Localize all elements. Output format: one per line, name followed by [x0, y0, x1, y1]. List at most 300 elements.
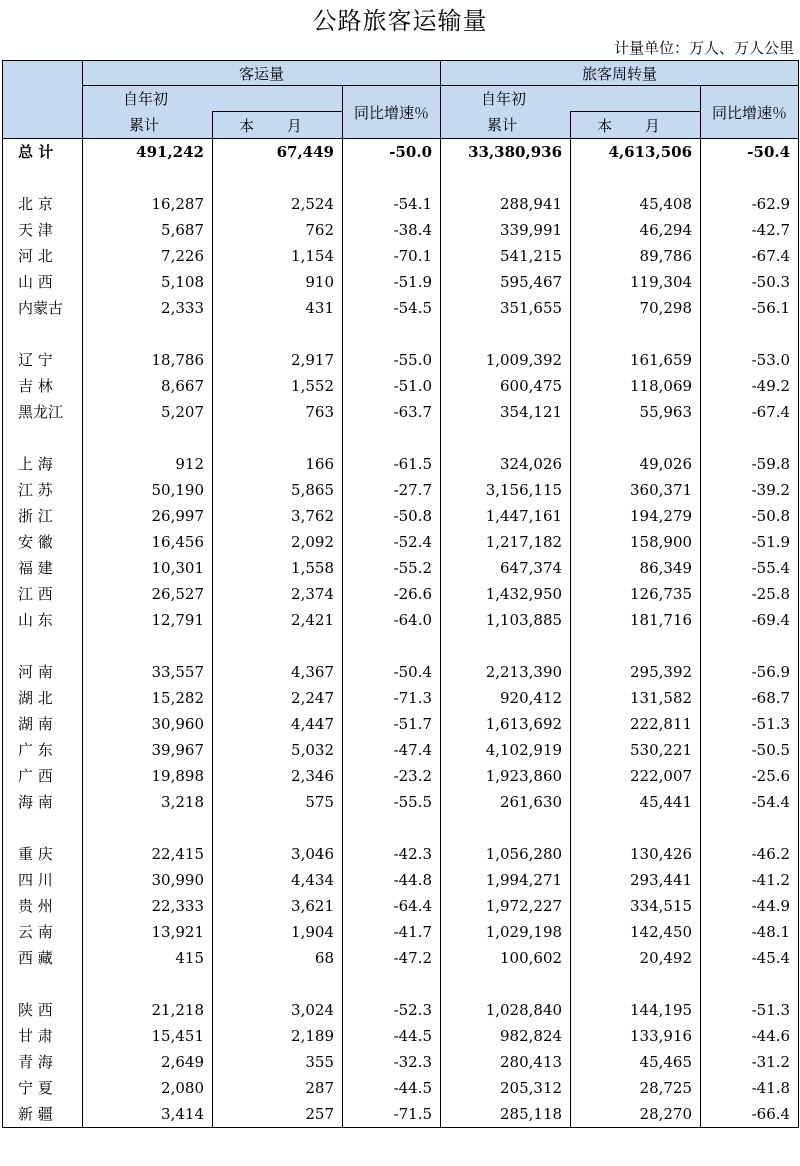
- region-name: 辽 宁: [3, 347, 83, 373]
- table-row: [3, 503, 799, 529]
- turnover-yoy-cell: -42.7: [701, 217, 799, 243]
- table-row: [3, 789, 799, 815]
- volume-ytd-cell: 2,333: [83, 295, 213, 321]
- volume-month-cell: 1,904: [213, 919, 343, 945]
- region-name: 江 西: [3, 581, 83, 607]
- volume-yoy-cell: -63.7: [343, 399, 441, 425]
- turnover-yoy-cell: -59.8: [701, 451, 799, 477]
- volume-yoy-cell: -23.2: [343, 763, 441, 789]
- spacer-cell: [441, 165, 571, 191]
- volume-month-cell: 4,367: [213, 659, 343, 685]
- turnover-month-cell: 130,426: [571, 841, 701, 867]
- table-row: [3, 893, 799, 919]
- table-row: [3, 555, 799, 581]
- turnover-ytd-cell: 1,613,692: [441, 711, 571, 737]
- turnover-month-cell: 20,492: [571, 945, 701, 971]
- turnover-month-cell: 293,441: [571, 867, 701, 893]
- turnover-yoy-cell: -44.6: [701, 1023, 799, 1049]
- turnover-month-cell: 158,900: [571, 529, 701, 555]
- header-volume-ytd: 自年初: [83, 86, 343, 112]
- turnover-ytd-cell: 1,447,161: [441, 503, 571, 529]
- header-turnover-yoy: 同比增速％: [701, 86, 799, 139]
- volume-yoy-cell: -41.7: [343, 919, 441, 945]
- volume-ytd-cell: 912: [83, 451, 213, 477]
- volume-yoy-cell: -70.1: [343, 243, 441, 269]
- region-name: 上 海: [3, 451, 83, 477]
- table-row: [3, 711, 799, 737]
- volume-yoy-cell: -54.1: [343, 191, 441, 217]
- volume-month-cell: 762: [213, 217, 343, 243]
- turnover-month-cell: 334,515: [571, 893, 701, 919]
- region-name: 贵 州: [3, 893, 83, 919]
- volume-yoy-cell: -42.3: [343, 841, 441, 867]
- volume-yoy-cell: -54.5: [343, 295, 441, 321]
- turnover-month-cell: 70,298: [571, 295, 701, 321]
- volume-month-cell: 3,024: [213, 997, 343, 1023]
- spacer-cell: [571, 165, 701, 191]
- volume-month-cell: 166: [213, 451, 343, 477]
- spacer-cell: [571, 971, 701, 997]
- total-volume-ytd: 491,242: [83, 139, 213, 166]
- region-name: 天 津: [3, 217, 83, 243]
- volume-yoy-cell: -61.5: [343, 451, 441, 477]
- table-row: [3, 295, 799, 321]
- region-name: 山 东: [3, 607, 83, 633]
- spacer-cell: [343, 815, 441, 841]
- volume-yoy-cell: -51.0: [343, 373, 441, 399]
- spacer-cell: [701, 971, 799, 997]
- spacer-cell: [571, 321, 701, 347]
- region-name: 重 庆: [3, 841, 83, 867]
- spacer-cell: [83, 165, 213, 191]
- volume-yoy-cell: -52.3: [343, 997, 441, 1023]
- spacer-cell: [343, 633, 441, 659]
- volume-yoy-cell: -71.3: [343, 685, 441, 711]
- spacer-cell: [441, 815, 571, 841]
- total-row: [3, 139, 799, 166]
- turnover-yoy-cell: -62.9: [701, 191, 799, 217]
- turnover-month-cell: 144,195: [571, 997, 701, 1023]
- turnover-month-cell: 530,221: [571, 737, 701, 763]
- volume-month-cell: 2,917: [213, 347, 343, 373]
- region-name: 内蒙古: [3, 295, 83, 321]
- spacer-cell: [571, 425, 701, 451]
- turnover-ytd-cell: 600,475: [441, 373, 571, 399]
- volume-yoy-cell: -52.4: [343, 529, 441, 555]
- region-name: 福 建: [3, 555, 83, 581]
- turnover-month-cell: 45,465: [571, 1049, 701, 1075]
- volume-ytd-cell: 2,649: [83, 1049, 213, 1075]
- volume-ytd-cell: 3,218: [83, 789, 213, 815]
- turnover-month-cell: 28,270: [571, 1101, 701, 1128]
- table-row: [3, 347, 799, 373]
- region-name: 海 南: [3, 789, 83, 815]
- volume-month-cell: 2,092: [213, 529, 343, 555]
- header-passenger-volume: 客运量: [83, 61, 441, 86]
- spacer-cell: [343, 425, 441, 451]
- volume-month-cell: 1,558: [213, 555, 343, 581]
- volume-month-cell: 287: [213, 1075, 343, 1101]
- spacer-cell: [3, 425, 83, 451]
- turnover-yoy-cell: -56.1: [701, 295, 799, 321]
- turnover-yoy-cell: -50.3: [701, 269, 799, 295]
- turnover-ytd-cell: 100,602: [441, 945, 571, 971]
- turnover-yoy-cell: -44.9: [701, 893, 799, 919]
- volume-ytd-cell: 5,108: [83, 269, 213, 295]
- volume-month-cell: 5,865: [213, 477, 343, 503]
- volume-yoy-cell: -64.4: [343, 893, 441, 919]
- table-row: [3, 477, 799, 503]
- spacer-cell: [213, 633, 343, 659]
- spacer-cell: [213, 815, 343, 841]
- table-row: [3, 1075, 799, 1101]
- turnover-ytd-cell: 1,217,182: [441, 529, 571, 555]
- turnover-month-cell: 49,026: [571, 451, 701, 477]
- table-row: [3, 529, 799, 555]
- turnover-month-cell: 295,392: [571, 659, 701, 685]
- volume-ytd-cell: 15,451: [83, 1023, 213, 1049]
- table-row: [3, 867, 799, 893]
- spacer-cell: [83, 425, 213, 451]
- spacer-cell: [3, 815, 83, 841]
- volume-month-cell: 575: [213, 789, 343, 815]
- volume-ytd-cell: 15,282: [83, 685, 213, 711]
- volume-month-cell: 2,247: [213, 685, 343, 711]
- volume-ytd-cell: 8,667: [83, 373, 213, 399]
- spacer-cell: [701, 425, 799, 451]
- spacer-cell: [3, 165, 83, 191]
- volume-ytd-cell: 21,218: [83, 997, 213, 1023]
- volume-month-cell: 2,189: [213, 1023, 343, 1049]
- turnover-month-cell: 161,659: [571, 347, 701, 373]
- turnover-yoy-cell: -51.3: [701, 997, 799, 1023]
- turnover-yoy-cell: -67.4: [701, 399, 799, 425]
- turnover-month-cell: 55,963: [571, 399, 701, 425]
- volume-month-cell: 355: [213, 1049, 343, 1075]
- volume-ytd-cell: 19,898: [83, 763, 213, 789]
- region-name: 河 北: [3, 243, 83, 269]
- turnover-ytd-cell: 1,029,198: [441, 919, 571, 945]
- region-name: 宁 夏: [3, 1075, 83, 1101]
- turnover-yoy-cell: -51.3: [701, 711, 799, 737]
- turnover-ytd-cell: 1,972,227: [441, 893, 571, 919]
- turnover-ytd-cell: 3,156,115: [441, 477, 571, 503]
- region-name: 甘 肃: [3, 1023, 83, 1049]
- turnover-ytd-cell: 1,923,860: [441, 763, 571, 789]
- region-name: 浙 江: [3, 503, 83, 529]
- header-volume-month: 本 月: [213, 112, 343, 139]
- volume-ytd-cell: 39,967: [83, 737, 213, 763]
- turnover-yoy-cell: -69.4: [701, 607, 799, 633]
- turnover-ytd-cell: 354,121: [441, 399, 571, 425]
- turnover-yoy-cell: -55.4: [701, 555, 799, 581]
- turnover-yoy-cell: -46.2: [701, 841, 799, 867]
- volume-ytd-cell: 2,080: [83, 1075, 213, 1101]
- spacer-cell: [343, 971, 441, 997]
- turnover-yoy-cell: -51.9: [701, 529, 799, 555]
- turnover-ytd-cell: 261,630: [441, 789, 571, 815]
- turnover-ytd-cell: 2,213,390: [441, 659, 571, 685]
- table-row: [3, 659, 799, 685]
- turnover-yoy-cell: -50.8: [701, 503, 799, 529]
- turnover-yoy-cell: -50.5: [701, 737, 799, 763]
- total-turnover-ytd: 33,380,936: [441, 139, 571, 166]
- turnover-month-cell: 360,371: [571, 477, 701, 503]
- turnover-month-cell: 45,441: [571, 789, 701, 815]
- turnover-month-cell: 119,304: [571, 269, 701, 295]
- spacer-row: [3, 165, 799, 191]
- total-volume-month: 67,449: [213, 139, 343, 166]
- volume-yoy-cell: -27.7: [343, 477, 441, 503]
- turnover-month-cell: 133,916: [571, 1023, 701, 1049]
- table-row: [3, 685, 799, 711]
- volume-yoy-cell: -55.2: [343, 555, 441, 581]
- volume-ytd-cell: 22,333: [83, 893, 213, 919]
- volume-ytd-cell: 33,557: [83, 659, 213, 685]
- spacer-row: [3, 321, 799, 347]
- volume-ytd-cell: 5,207: [83, 399, 213, 425]
- spacer-cell: [571, 633, 701, 659]
- volume-yoy-cell: -38.4: [343, 217, 441, 243]
- header-volume-cumulative: 累计: [83, 112, 213, 139]
- turnover-ytd-cell: 1,009,392: [441, 347, 571, 373]
- turnover-yoy-cell: -39.2: [701, 477, 799, 503]
- region-name: 西 藏: [3, 945, 83, 971]
- table-row: [3, 1049, 799, 1075]
- spacer-cell: [701, 165, 799, 191]
- turnover-ytd-cell: 541,215: [441, 243, 571, 269]
- spacer-cell: [83, 321, 213, 347]
- volume-ytd-cell: 16,287: [83, 191, 213, 217]
- spacer-row: [3, 425, 799, 451]
- volume-yoy-cell: -44.5: [343, 1075, 441, 1101]
- header-turnover-ytd: 自年初: [441, 86, 701, 112]
- volume-ytd-cell: 22,415: [83, 841, 213, 867]
- volume-yoy-cell: -71.5: [343, 1101, 441, 1128]
- volume-month-cell: 2,374: [213, 581, 343, 607]
- volume-yoy-cell: -32.3: [343, 1049, 441, 1075]
- volume-month-cell: 68: [213, 945, 343, 971]
- volume-yoy-cell: -55.0: [343, 347, 441, 373]
- turnover-month-cell: 181,716: [571, 607, 701, 633]
- spacer-cell: [213, 165, 343, 191]
- volume-month-cell: 1,552: [213, 373, 343, 399]
- spacer-cell: [213, 971, 343, 997]
- turnover-month-cell: 118,069: [571, 373, 701, 399]
- volume-month-cell: 910: [213, 269, 343, 295]
- turnover-month-cell: 194,279: [571, 503, 701, 529]
- table-row: [3, 607, 799, 633]
- region-name: 吉 林: [3, 373, 83, 399]
- turnover-yoy-cell: -54.4: [701, 789, 799, 815]
- total-volume-yoy: -50.0: [343, 139, 441, 166]
- spacer-cell: [701, 321, 799, 347]
- spacer-cell: [701, 815, 799, 841]
- table-row: [3, 997, 799, 1023]
- turnover-yoy-cell: -49.2: [701, 373, 799, 399]
- passenger-transport-table: [2, 60, 799, 1128]
- turnover-ytd-cell: 982,824: [441, 1023, 571, 1049]
- spacer-cell: [83, 815, 213, 841]
- turnover-month-cell: 46,294: [571, 217, 701, 243]
- volume-ytd-cell: 30,960: [83, 711, 213, 737]
- turnover-month-cell: 131,582: [571, 685, 701, 711]
- turnover-yoy-cell: -53.0: [701, 347, 799, 373]
- spacer-cell: [83, 971, 213, 997]
- turnover-month-cell: 126,735: [571, 581, 701, 607]
- table-row: [3, 737, 799, 763]
- turnover-ytd-cell: 647,374: [441, 555, 571, 581]
- volume-ytd-cell: 30,990: [83, 867, 213, 893]
- table-row: [3, 217, 799, 243]
- spacer-cell: [441, 321, 571, 347]
- volume-month-cell: 431: [213, 295, 343, 321]
- spacer-cell: [441, 971, 571, 997]
- volume-ytd-cell: 7,226: [83, 243, 213, 269]
- table-body: [3, 139, 799, 1128]
- region-name: 安 徽: [3, 529, 83, 555]
- turnover-yoy-cell: -66.4: [701, 1101, 799, 1128]
- spacer-cell: [441, 425, 571, 451]
- total-turnover-month: 4,613,506: [571, 139, 701, 166]
- spacer-cell: [213, 425, 343, 451]
- table-row: [3, 919, 799, 945]
- volume-yoy-cell: -47.2: [343, 945, 441, 971]
- region-name: 河 南: [3, 659, 83, 685]
- turnover-ytd-cell: 280,413: [441, 1049, 571, 1075]
- region-name: 青 海: [3, 1049, 83, 1075]
- volume-month-cell: 1,154: [213, 243, 343, 269]
- volume-yoy-cell: -64.0: [343, 607, 441, 633]
- table-header: [3, 61, 799, 139]
- volume-yoy-cell: -26.6: [343, 581, 441, 607]
- volume-ytd-cell: 13,921: [83, 919, 213, 945]
- turnover-yoy-cell: -31.2: [701, 1049, 799, 1075]
- turnover-month-cell: 142,450: [571, 919, 701, 945]
- volume-month-cell: 3,762: [213, 503, 343, 529]
- spacer-cell: [571, 815, 701, 841]
- spacer-cell: [83, 633, 213, 659]
- turnover-ytd-cell: 1,056,280: [441, 841, 571, 867]
- volume-ytd-cell: 50,190: [83, 477, 213, 503]
- spacer-row: [3, 815, 799, 841]
- turnover-yoy-cell: -25.8: [701, 581, 799, 607]
- page-title: 公路旅客运输量: [312, 7, 488, 35]
- total-turnover-yoy: -50.4: [701, 139, 799, 166]
- volume-ytd-cell: 18,786: [83, 347, 213, 373]
- table-row: [3, 763, 799, 789]
- header-volume-yoy: 同比增速％: [343, 86, 441, 139]
- turnover-yoy-cell: -45.4: [701, 945, 799, 971]
- table-row: [3, 841, 799, 867]
- table-row: [3, 451, 799, 477]
- turnover-month-cell: 89,786: [571, 243, 701, 269]
- table-row: [3, 373, 799, 399]
- table-row: [3, 399, 799, 425]
- turnover-ytd-cell: 1,103,885: [441, 607, 571, 633]
- volume-month-cell: 4,434: [213, 867, 343, 893]
- volume-ytd-cell: 10,301: [83, 555, 213, 581]
- volume-ytd-cell: 415: [83, 945, 213, 971]
- spacer-cell: [441, 633, 571, 659]
- volume-yoy-cell: -51.9: [343, 269, 441, 295]
- volume-ytd-cell: 16,456: [83, 529, 213, 555]
- volume-ytd-cell: 5,687: [83, 217, 213, 243]
- volume-month-cell: 2,346: [213, 763, 343, 789]
- spacer-cell: [3, 321, 83, 347]
- turnover-month-cell: 45,408: [571, 191, 701, 217]
- volume-ytd-cell: 26,997: [83, 503, 213, 529]
- volume-month-cell: 3,046: [213, 841, 343, 867]
- table-row: [3, 581, 799, 607]
- volume-ytd-cell: 26,527: [83, 581, 213, 607]
- volume-ytd-cell: 12,791: [83, 607, 213, 633]
- turnover-month-cell: 28,725: [571, 1075, 701, 1101]
- volume-month-cell: 2,524: [213, 191, 343, 217]
- region-name: 陕 西: [3, 997, 83, 1023]
- turnover-month-cell: 222,007: [571, 763, 701, 789]
- region-name: 四 川: [3, 867, 83, 893]
- header-region-cell: [3, 61, 83, 139]
- table-row: [3, 945, 799, 971]
- turnover-yoy-cell: -41.2: [701, 867, 799, 893]
- spacer-cell: [3, 971, 83, 997]
- volume-month-cell: 5,032: [213, 737, 343, 763]
- region-name: 北 京: [3, 191, 83, 217]
- volume-yoy-cell: -44.5: [343, 1023, 441, 1049]
- volume-yoy-cell: -55.5: [343, 789, 441, 815]
- turnover-yoy-cell: -67.4: [701, 243, 799, 269]
- region-name: 广 东: [3, 737, 83, 763]
- turnover-ytd-cell: 4,102,919: [441, 737, 571, 763]
- turnover-yoy-cell: -68.7: [701, 685, 799, 711]
- region-name: 新 疆: [3, 1101, 83, 1128]
- region-name: 湖 北: [3, 685, 83, 711]
- table-row: [3, 1023, 799, 1049]
- region-name: 广 西: [3, 763, 83, 789]
- turnover-ytd-cell: 920,412: [441, 685, 571, 711]
- total-label: 总 计: [3, 139, 83, 166]
- volume-ytd-cell: 3,414: [83, 1101, 213, 1128]
- volume-month-cell: 2,421: [213, 607, 343, 633]
- volume-yoy-cell: -44.8: [343, 867, 441, 893]
- region-name: 山 西: [3, 269, 83, 295]
- spacer-cell: [3, 633, 83, 659]
- region-name: 湖 南: [3, 711, 83, 737]
- turnover-ytd-cell: 288,941: [441, 191, 571, 217]
- region-name: 江 苏: [3, 477, 83, 503]
- volume-yoy-cell: -51.7: [343, 711, 441, 737]
- spacer-row: [3, 971, 799, 997]
- volume-yoy-cell: -50.4: [343, 659, 441, 685]
- region-name: 黑龙江: [3, 399, 83, 425]
- turnover-month-cell: 86,349: [571, 555, 701, 581]
- header-turnover-cumulative: 累计: [441, 112, 571, 139]
- turnover-ytd-cell: 339,991: [441, 217, 571, 243]
- table-row: [3, 269, 799, 295]
- volume-month-cell: 4,447: [213, 711, 343, 737]
- turnover-ytd-cell: 285,118: [441, 1101, 571, 1128]
- table-row: [3, 1101, 799, 1128]
- volume-month-cell: 3,621: [213, 893, 343, 919]
- header-passenger-turnover: 旅客周转量: [441, 61, 799, 86]
- spacer-cell: [213, 321, 343, 347]
- turnover-ytd-cell: 324,026: [441, 451, 571, 477]
- turnover-yoy-cell: -41.8: [701, 1075, 799, 1101]
- turnover-yoy-cell: -56.9: [701, 659, 799, 685]
- turnover-ytd-cell: 205,312: [441, 1075, 571, 1101]
- turnover-yoy-cell: -48.1: [701, 919, 799, 945]
